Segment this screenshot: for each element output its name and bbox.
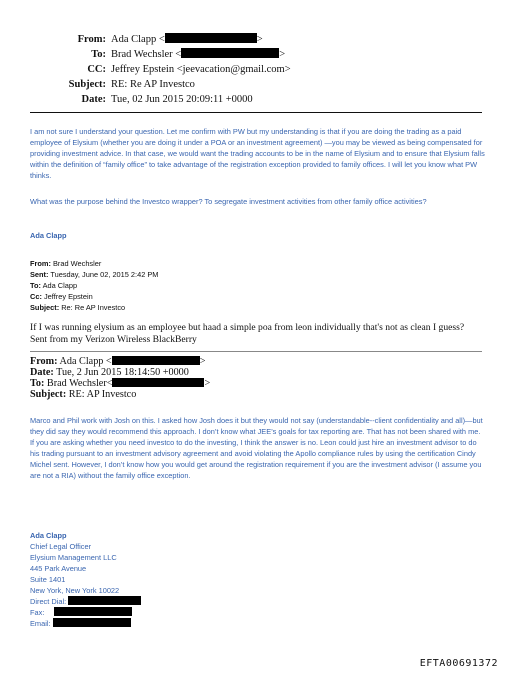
- header-date-label: Date:: [81, 94, 106, 105]
- quoted2-to-tail: >: [204, 378, 211, 389]
- quoted1-subject-value: Re: Re AP Investco: [59, 303, 126, 312]
- quoted1-sent-label: Sent:: [30, 270, 49, 279]
- sig-address-2: Suite 1401: [30, 575, 66, 584]
- sig-company: Elysium Management LLC: [30, 553, 117, 562]
- header-cc-row: [0, 62, 512, 77]
- quoted2-from-label: From:: [30, 356, 58, 367]
- sig-fax-label: Fax:: [30, 608, 45, 617]
- document-id: EFTA00691372: [419, 658, 498, 669]
- quoted2-date-value: Tue, 2 Jun 2015 18:14:50 +0000: [53, 367, 189, 378]
- sig-email-row: [30, 618, 141, 629]
- header-to-tail: >: [279, 49, 286, 60]
- reply-paragraph-2: What was the purpose behind the Investco wrapper? To segregate investment activities from other family office activities?: [30, 197, 427, 206]
- header-divider: [30, 112, 482, 113]
- quoted1-body: [30, 322, 490, 346]
- header-subject-label: Subject:: [68, 79, 106, 90]
- redaction-bar: [165, 33, 257, 43]
- sig-name: Ada Clapp: [30, 531, 67, 540]
- quoted2-subject-label: Subject:: [30, 389, 67, 400]
- quoted1-from-value: Brad Wechsler: [50, 259, 102, 268]
- header-from-tail: >: [256, 34, 263, 45]
- sig-address-1: 445 Park Avenue: [30, 564, 87, 573]
- quoted-header-1: [30, 258, 158, 313]
- reply-body: [30, 126, 485, 181]
- redaction-bar: [112, 378, 204, 387]
- quoted2-date-label: Date:: [30, 367, 54, 378]
- quoted-header-2: [30, 356, 210, 400]
- header-to-row: [0, 47, 512, 62]
- redaction-bar: [112, 356, 200, 365]
- sig-email-label: Email:: [30, 619, 51, 628]
- quoted1-to-value: Ada Clapp: [40, 281, 78, 290]
- quoted2-body-text: Marco and Phil work with Josh on this. I asked how Josh does it but they would not say (understandable--client confidentiality and all)—but they did say they would recommend this approach. I don’t know what JEE’s goals for tax reporting are. That has not been shared with me. If you are asking whether you need investco to do the investing, I think the answer is no. Leon could just hire an investment advisor to do his trading pursuant to an investment advisory agreement and avoid violating the Apollo compliance rules by using the certification Cindy Michel sent. However, I don’t know how you would get around the registration requirement if you are the investment advisor (I assume you are not a RIA) without the family office exception.: [30, 416, 483, 480]
- header-to-value: Brad Wechsler <: [111, 49, 182, 60]
- redaction-bar: [53, 618, 131, 627]
- header-cc-label: CC:: [87, 64, 106, 75]
- quoted1-subject-label: Subject:: [30, 303, 60, 312]
- email-header: [0, 32, 512, 107]
- quoted2-from-tail: >: [199, 356, 206, 367]
- header-cc-value: Jeffrey Epstein <jeevacation@gmail.com>: [111, 64, 291, 75]
- reply-paragraph-1: I am not sure I understand your question. Let me confirm with PW but my understanding is that if you are doing the trading as a paid employee of Elysium (whether you are doing it under a POA or an investment agreement) —you may be viewed as being compensated for providing investment advice. In that case, we would want the trading accounts to be in the name of Elysium and to ensure that Elysium falls within the definition of “family office” to take advantage of the registration exception provided to family offices. I will let you know what PW thinks.: [30, 127, 485, 180]
- quoted2-subject-value: RE: AP Investco: [66, 389, 137, 400]
- quoted1-to-label: To:: [30, 281, 41, 290]
- quoted1-cc-label: Cc:: [30, 292, 42, 301]
- redaction-bar: [68, 596, 141, 605]
- quoted1-body-line-1: If I was running elysium as an employee but haad a simple poa from leon individually that's not as clean I guess?: [30, 322, 465, 333]
- sig-fax-row: [30, 607, 141, 618]
- header-subject-value: RE: Re AP Investco: [111, 79, 195, 90]
- redaction-bar: [181, 48, 279, 58]
- quoted2-from-value: Ada Clapp <: [57, 356, 112, 367]
- quoted1-from-label: From:: [30, 259, 51, 268]
- quoted1-body-line-2: Sent from my Verizon Wireless BlackBerry: [30, 334, 197, 345]
- quoted1-sent-value: Tuesday, June 02, 2015 2:42 PM: [48, 270, 159, 279]
- sig-direct-row: [30, 596, 141, 607]
- sig-direct-label: Direct Dial:: [30, 597, 67, 606]
- header-from-row: [0, 32, 512, 47]
- header-from-label: From:: [77, 34, 106, 45]
- header-from-value: Ada Clapp <: [111, 34, 165, 45]
- header-date-row: [0, 92, 512, 107]
- header-to-label: To:: [91, 49, 106, 60]
- sig-title: Chief Legal Officer: [30, 542, 92, 551]
- quoted2-to-value: Brad Wechsler<: [44, 378, 113, 389]
- quoted2-body: [30, 415, 485, 481]
- quoted-divider: [30, 351, 482, 352]
- header-date-value: Tue, 02 Jun 2015 20:09:11 +0000: [111, 94, 253, 105]
- redaction-bar: [54, 607, 132, 616]
- reply-signature: Ada Clapp: [30, 231, 67, 240]
- signature-block: [30, 530, 141, 629]
- quoted1-cc-value: Jeffrey Epstein: [41, 292, 93, 301]
- header-subject-row: [0, 77, 512, 92]
- sig-address-3: New York, New York 10022: [30, 586, 120, 595]
- reply-paragraph-2-block: [30, 196, 485, 207]
- quoted2-to-label: To:: [30, 378, 45, 389]
